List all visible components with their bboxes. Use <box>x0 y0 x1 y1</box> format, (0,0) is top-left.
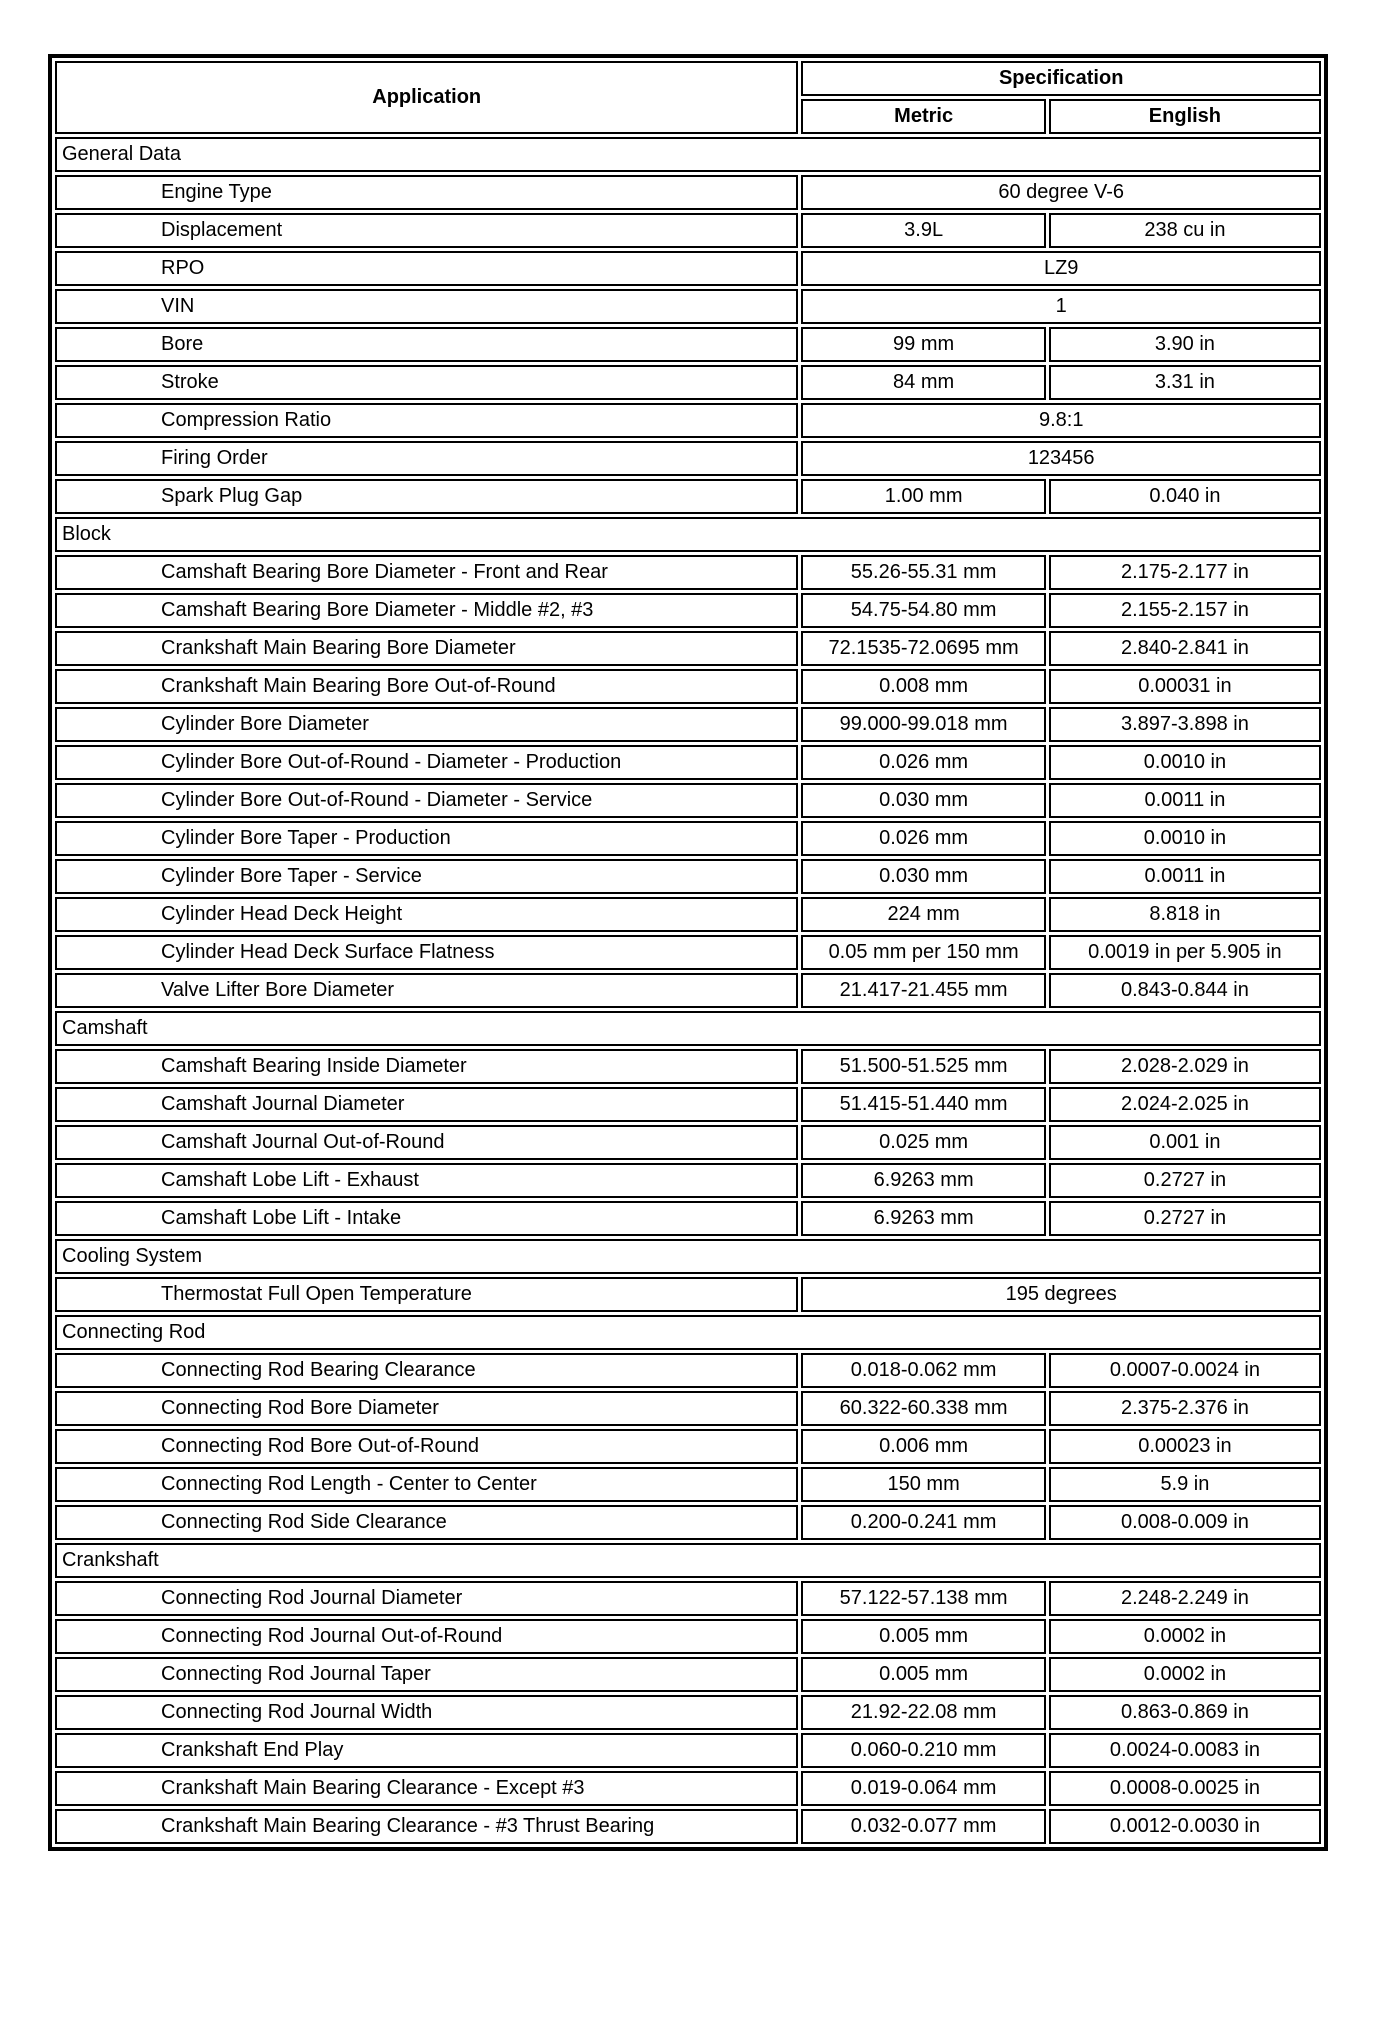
application-label: Connecting Rod Side Clearance <box>55 1505 798 1540</box>
application-label: Camshaft Bearing Bore Diameter - Front and Rear <box>55 555 798 590</box>
application-label: Cylinder Bore Out-of-Round - Diameter - Service <box>55 783 798 818</box>
english-value: 0.0024-0.0083 in <box>1049 1733 1321 1768</box>
english-value: 0.0010 in <box>1049 821 1321 856</box>
application-label: Connecting Rod Journal Diameter <box>55 1581 798 1616</box>
application-label: Crankshaft Main Bearing Bore Diameter <box>55 631 798 666</box>
spec-row <box>55 1619 1321 1654</box>
metric-value: 0.006 mm <box>801 1429 1045 1464</box>
application-label: Connecting Rod Length - Center to Center <box>55 1467 798 1502</box>
metric-value: 72.1535-72.0695 mm <box>801 631 1045 666</box>
application-label: Camshaft Lobe Lift - Exhaust <box>55 1163 798 1198</box>
application-label: Connecting Rod Journal Width <box>55 1695 798 1730</box>
metric-value: 0.005 mm <box>801 1657 1045 1692</box>
application-label: Cylinder Bore Out-of-Round - Diameter - Production <box>55 745 798 780</box>
application-label: RPO <box>55 251 798 286</box>
section-title: Connecting Rod <box>55 1315 1321 1350</box>
spec-row <box>55 859 1321 894</box>
application-label: Crankshaft Main Bearing Clearance - Except #3 <box>55 1771 798 1806</box>
english-value: 2.028-2.029 in <box>1049 1049 1321 1084</box>
english-value: 0.00031 in <box>1049 669 1321 704</box>
english-value: 2.248-2.249 in <box>1049 1581 1321 1616</box>
section-title: Block <box>55 517 1321 552</box>
section-row <box>55 1315 1321 1350</box>
metric-value: 0.200-0.241 mm <box>801 1505 1045 1540</box>
metric-value: 57.122-57.138 mm <box>801 1581 1045 1616</box>
metric-value: 99 mm <box>801 327 1045 362</box>
english-value: 0.040 in <box>1049 479 1321 514</box>
spec-table-body <box>55 61 1321 1844</box>
application-label: Connecting Rod Bore Diameter <box>55 1391 798 1426</box>
english-value: 2.375-2.376 in <box>1049 1391 1321 1426</box>
spec-row <box>55 935 1321 970</box>
application-label: Connecting Rod Journal Taper <box>55 1657 798 1692</box>
metric-value: 0.030 mm <box>801 859 1045 894</box>
english-value: 8.818 in <box>1049 897 1321 932</box>
metric-value: 99.000-99.018 mm <box>801 707 1045 742</box>
application-label: Connecting Rod Journal Out-of-Round <box>55 1619 798 1654</box>
spec-value-combined: 195 degrees <box>801 1277 1321 1312</box>
header-english: English <box>1049 99 1321 134</box>
application-label: Displacement <box>55 213 798 248</box>
application-label: Crankshaft Main Bearing Clearance - #3 Thrust Bearing <box>55 1809 798 1844</box>
spec-row <box>55 1391 1321 1426</box>
spec-row <box>55 555 1321 590</box>
metric-value: 0.026 mm <box>801 821 1045 856</box>
metric-value: 0.005 mm <box>801 1619 1045 1654</box>
application-label: Engine Type <box>55 175 798 210</box>
metric-value: 21.92-22.08 mm <box>801 1695 1045 1730</box>
english-value: 2.024-2.025 in <box>1049 1087 1321 1122</box>
application-label: Cylinder Bore Taper - Production <box>55 821 798 856</box>
section-row <box>55 1239 1321 1274</box>
spec-row <box>55 1467 1321 1502</box>
metric-value: 0.05 mm per 150 mm <box>801 935 1045 970</box>
spec-row <box>55 1277 1321 1312</box>
spec-row <box>55 973 1321 1008</box>
metric-value: 51.500-51.525 mm <box>801 1049 1045 1084</box>
section-row <box>55 1011 1321 1046</box>
metric-value: 60.322-60.338 mm <box>801 1391 1045 1426</box>
english-value: 0.2727 in <box>1049 1201 1321 1236</box>
spec-row <box>55 251 1321 286</box>
spec-row <box>55 783 1321 818</box>
section-row <box>55 517 1321 552</box>
spec-row <box>55 175 1321 210</box>
application-label: Firing Order <box>55 441 798 476</box>
english-value: 0.0007-0.0024 in <box>1049 1353 1321 1388</box>
metric-value: 54.75-54.80 mm <box>801 593 1045 628</box>
application-label: Spark Plug Gap <box>55 479 798 514</box>
application-label: Camshaft Journal Diameter <box>55 1087 798 1122</box>
english-value: 5.9 in <box>1049 1467 1321 1502</box>
spec-row <box>55 1657 1321 1692</box>
metric-value: 150 mm <box>801 1467 1045 1502</box>
english-value: 0.00023 in <box>1049 1429 1321 1464</box>
english-value: 0.843-0.844 in <box>1049 973 1321 1008</box>
application-label: Connecting Rod Bearing Clearance <box>55 1353 798 1388</box>
application-label: VIN <box>55 289 798 324</box>
spec-row <box>55 821 1321 856</box>
metric-value: 0.030 mm <box>801 783 1045 818</box>
application-label: Cylinder Bore Diameter <box>55 707 798 742</box>
english-value: 2.840-2.841 in <box>1049 631 1321 666</box>
metric-value: 0.008 mm <box>801 669 1045 704</box>
application-label: Camshaft Bearing Inside Diameter <box>55 1049 798 1084</box>
spec-value-combined: 1 <box>801 289 1321 324</box>
spec-row <box>55 593 1321 628</box>
metric-value: 0.060-0.210 mm <box>801 1733 1045 1768</box>
spec-row <box>55 213 1321 248</box>
english-value: 0.001 in <box>1049 1125 1321 1160</box>
english-value: 2.155-2.157 in <box>1049 593 1321 628</box>
english-value: 3.90 in <box>1049 327 1321 362</box>
metric-value: 0.026 mm <box>801 745 1045 780</box>
section-title: Crankshaft <box>55 1543 1321 1578</box>
english-value: 3.897-3.898 in <box>1049 707 1321 742</box>
application-label: Camshaft Bearing Bore Diameter - Middle #2, #3 <box>55 593 798 628</box>
engine-spec-table <box>48 54 1328 1851</box>
english-value: 0.0011 in <box>1049 859 1321 894</box>
application-label: Connecting Rod Bore Out-of-Round <box>55 1429 798 1464</box>
application-label: Cylinder Bore Taper - Service <box>55 859 798 894</box>
english-value: 2.175-2.177 in <box>1049 555 1321 590</box>
section-title: General Data <box>55 137 1321 172</box>
english-value: 0.0002 in <box>1049 1657 1321 1692</box>
english-value: 0.0010 in <box>1049 745 1321 780</box>
spec-row <box>55 631 1321 666</box>
section-row <box>55 1543 1321 1578</box>
application-label: Camshaft Journal Out-of-Round <box>55 1125 798 1160</box>
spec-row <box>55 1049 1321 1084</box>
application-label: Crankshaft Main Bearing Bore Out-of-Round <box>55 669 798 704</box>
spec-row <box>55 1581 1321 1616</box>
spec-row <box>55 479 1321 514</box>
spec-value-combined: 123456 <box>801 441 1321 476</box>
section-row <box>55 137 1321 172</box>
english-value: 0.0019 in per 5.905 in <box>1049 935 1321 970</box>
header-metric: Metric <box>801 99 1045 134</box>
spec-row <box>55 365 1321 400</box>
spec-value-combined: 60 degree V-6 <box>801 175 1321 210</box>
spec-row <box>55 1163 1321 1198</box>
metric-value: 51.415-51.440 mm <box>801 1087 1045 1122</box>
spec-row <box>55 1125 1321 1160</box>
spec-row <box>55 1201 1321 1236</box>
metric-value: 1.00 mm <box>801 479 1045 514</box>
application-label: Stroke <box>55 365 798 400</box>
spec-row <box>55 1733 1321 1768</box>
spec-row <box>55 1353 1321 1388</box>
english-value: 238 cu in <box>1049 213 1321 248</box>
metric-value: 55.26-55.31 mm <box>801 555 1045 590</box>
application-label: Crankshaft End Play <box>55 1733 798 1768</box>
application-label: Valve Lifter Bore Diameter <box>55 973 798 1008</box>
spec-row <box>55 1771 1321 1806</box>
english-value: 0.2727 in <box>1049 1163 1321 1198</box>
spec-row <box>55 289 1321 324</box>
spec-row <box>55 1809 1321 1844</box>
spec-value-combined: LZ9 <box>801 251 1321 286</box>
metric-value: 224 mm <box>801 897 1045 932</box>
header-application: Application <box>55 61 798 134</box>
spec-row <box>55 1505 1321 1540</box>
spec-row <box>55 745 1321 780</box>
metric-value: 84 mm <box>801 365 1045 400</box>
english-value: 0.008-0.009 in <box>1049 1505 1321 1540</box>
english-value: 0.0012-0.0030 in <box>1049 1809 1321 1844</box>
metric-value: 6.9263 mm <box>801 1201 1045 1236</box>
metric-value: 0.018-0.062 mm <box>801 1353 1045 1388</box>
english-value: 0.863-0.869 in <box>1049 1695 1321 1730</box>
application-label: Cylinder Head Deck Height <box>55 897 798 932</box>
metric-value: 21.417-21.455 mm <box>801 973 1045 1008</box>
application-label: Thermostat Full Open Temperature <box>55 1277 798 1312</box>
spec-row <box>55 669 1321 704</box>
application-label: Camshaft Lobe Lift - Intake <box>55 1201 798 1236</box>
section-title: Cooling System <box>55 1239 1321 1274</box>
application-label: Compression Ratio <box>55 403 798 438</box>
header-specification: Specification <box>801 61 1321 96</box>
spec-row <box>55 1087 1321 1122</box>
english-value: 0.0011 in <box>1049 783 1321 818</box>
english-value: 0.0002 in <box>1049 1619 1321 1654</box>
metric-value: 6.9263 mm <box>801 1163 1045 1198</box>
application-label: Bore <box>55 327 798 362</box>
spec-row <box>55 441 1321 476</box>
spec-row <box>55 1429 1321 1464</box>
metric-value: 0.025 mm <box>801 1125 1045 1160</box>
spec-value-combined: 9.8:1 <box>801 403 1321 438</box>
english-value: 0.0008-0.0025 in <box>1049 1771 1321 1806</box>
header-row-top <box>55 61 1321 96</box>
application-label: Cylinder Head Deck Surface Flatness <box>55 935 798 970</box>
english-value: 3.31 in <box>1049 365 1321 400</box>
section-title: Camshaft <box>55 1011 1321 1046</box>
metric-value: 0.019-0.064 mm <box>801 1771 1045 1806</box>
metric-value: 0.032-0.077 mm <box>801 1809 1045 1844</box>
spec-row <box>55 707 1321 742</box>
spec-row <box>55 897 1321 932</box>
spec-row <box>55 403 1321 438</box>
metric-value: 3.9L <box>801 213 1045 248</box>
spec-row <box>55 327 1321 362</box>
spec-row <box>55 1695 1321 1730</box>
